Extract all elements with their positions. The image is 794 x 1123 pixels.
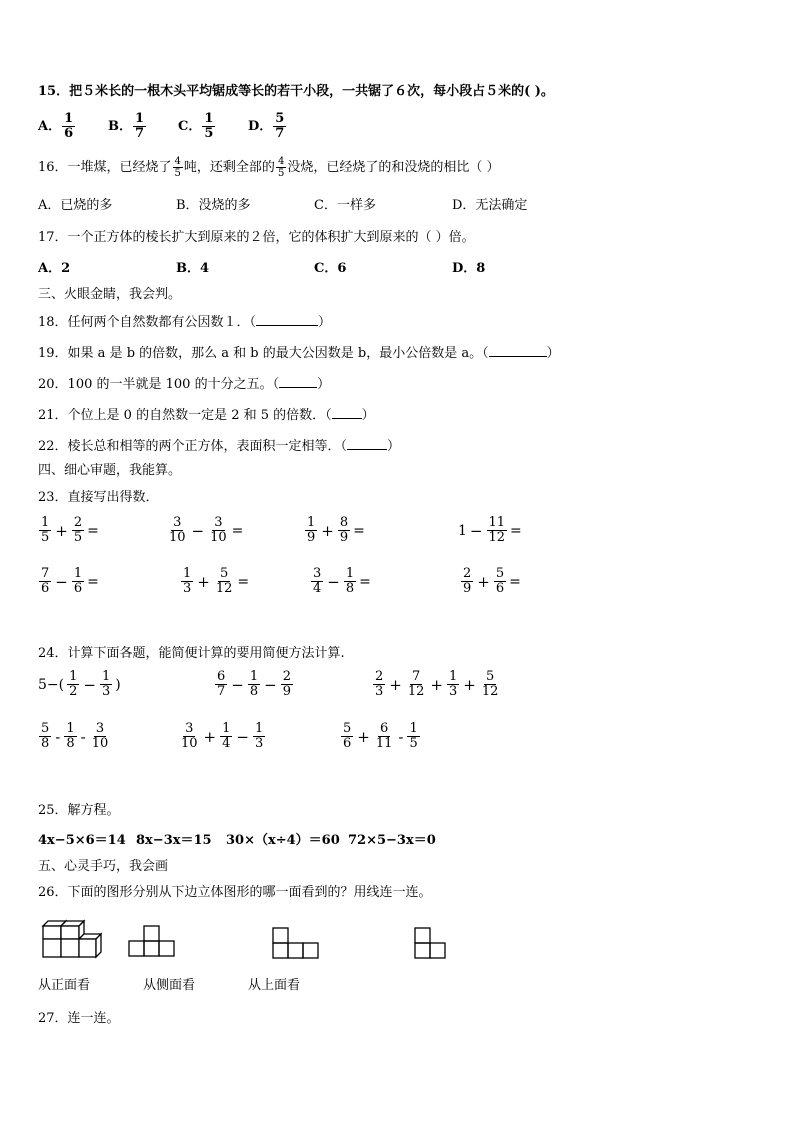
q25-title: 25．解方程。 (38, 803, 120, 818)
q19: 19．如果 a 是 b 的倍数，那么 a 和 b 的最大公因数是 b，最小公倍数是 a。（ ） (38, 346, 560, 361)
equation: 4x−5×6＝14 (38, 833, 126, 848)
solid-figure (38, 918, 102, 962)
fraction: $\frac{1}{4}$ (222, 721, 231, 751)
fraction: $\frac{2}{5}$ (73, 515, 83, 545)
fraction: $\frac{3}{4}$ (313, 566, 322, 596)
fraction: $\frac{4}{5}$ (174, 156, 181, 179)
answer-blank[interactable] (489, 344, 547, 357)
q24-expr-3: $\frac{2}{3}$ + $\frac{7}{12}$ + $\frac{1}{3}$ + $\frac{5}{12}$ (375, 669, 499, 699)
answer-blank[interactable] (279, 375, 317, 388)
q16-option-c[interactable]: C．一样多 (314, 198, 376, 213)
fraction: $\frac{2}{9}$ (463, 566, 472, 596)
equation: 30×（x÷4）＝60 (226, 833, 340, 848)
q24-expr-1: 5−( $\frac{1}{2}$ − $\frac{1}{3}$ ) (38, 669, 121, 699)
fraction: $\frac{3}{10}$ (210, 515, 227, 545)
q21: 21．个位上是 0 的自然数一定是 2 和 5 的倍数．（ ） (38, 408, 375, 423)
q17-option-c[interactable]: C．6 (314, 261, 347, 276)
q17-option-a[interactable]: A．2 (38, 261, 71, 276)
q20: 20．100 的一半就是 100 的十分之五。（ ） (38, 377, 331, 392)
fraction: $\frac{1}{3}$ (254, 721, 264, 751)
section-3-heading: 三、火眼金睛，我会判。 (38, 287, 182, 302)
fraction: $\frac{6}{7}$ (217, 669, 226, 699)
q16-stem: 16．一堆煤，已经烧了 $\frac{4}{5}$ 吨，还剩全部的 $\frac{4}{5}$ 没烧，已经烧了的和没烧的相比（ ） (38, 156, 500, 179)
label-front-view[interactable]: 从正面看 (38, 978, 91, 993)
q17-stem: 17．一个正方体的棱长扩大到原来的２倍，它的体积扩大到原来的（ ）倍。 (38, 230, 475, 245)
q23-expr: $\frac{7}{6}$ − $\frac{1}{6}$ = (41, 566, 99, 596)
q23-expr: $\frac{3}{4}$ − $\frac{1}{8}$ = (313, 566, 371, 596)
q27-title: 27．连一连。 (38, 1011, 120, 1026)
fraction: $\frac{3}{10}$ (169, 515, 186, 545)
fraction: $\frac{1}{5}$ (409, 721, 418, 751)
fraction: $\frac{5}{12}$ (481, 669, 499, 699)
fraction: $\frac{1}{7}$ (135, 111, 145, 141)
answer-blank[interactable] (347, 437, 387, 450)
fraction: $\frac{3}{10}$ (91, 721, 109, 751)
fraction: $\frac{11}{12}$ (488, 515, 506, 545)
fraction: $\frac{1}{8}$ (345, 566, 355, 596)
q16-option-d[interactable]: D．无法确定 (452, 198, 528, 213)
fraction: $\frac{1}{8}$ (66, 721, 75, 751)
equation: 72×5−3x＝0 (348, 833, 436, 848)
q17-option-d[interactable]: D．8 (452, 261, 486, 276)
fraction: $\frac{7}{12}$ (407, 669, 425, 699)
fraction: $\frac{1}{3}$ (183, 566, 192, 596)
q16-option-b[interactable]: B．没烧的多 (176, 198, 251, 213)
fraction: $\frac{5}{6}$ (495, 566, 505, 596)
q22: 22．棱长总和相等的两个正方体，表面积一定相等．（ ） (38, 439, 401, 454)
equation: 8x−3x＝15 (136, 833, 212, 848)
fraction: $\frac{5}{7}$ (275, 111, 285, 141)
q23-expr: $\frac{2}{9}$ + $\frac{5}{6}$ = (463, 566, 521, 596)
fraction: $\frac{1}{6}$ (64, 111, 74, 141)
q23-expr: $\frac{1}{5}$ + $\frac{2}{5}$ = (41, 515, 99, 545)
q24-expr-5: $\frac{3}{10}$ + $\frac{1}{4}$ − $\frac{1}{3}$ (181, 721, 264, 751)
fraction: $\frac{1}{9}$ (307, 515, 316, 545)
label-side-view[interactable]: 从侧面看 (143, 978, 196, 993)
fraction: $\frac{1}{5}$ (41, 515, 50, 545)
q23-expr: $\frac{3}{10}$ − $\frac{3}{10}$ = (169, 515, 244, 545)
fraction: $\frac{7}{6}$ (41, 566, 50, 596)
q18: 18．任何两个自然数都有公因数１．（ ） (38, 315, 332, 330)
q23-expr: $\frac{1}{9}$ + $\frac{8}{9}$ = (307, 515, 365, 545)
q24-expr-6: $\frac{5}{6}$ + $\frac{6}{11}$ - $\frac{1}{5}$ (343, 721, 418, 751)
front-view-figure[interactable] (272, 926, 320, 962)
fraction: $\frac{2}{3}$ (375, 669, 384, 699)
fraction: $\frac{1}{3}$ (448, 669, 458, 699)
q15-option-a[interactable]: A． $\frac{1}{6}$ (38, 111, 74, 141)
q26-title: 26．下面的图形分别从下边立体图形的哪一面看到的？用线连一连。 (38, 885, 432, 900)
q15-option-d[interactable]: D． $\frac{5}{7}$ (248, 111, 285, 141)
fraction: $\frac{1}{3}$ (101, 669, 111, 699)
q15-options (38, 112, 318, 141)
q15-stem: 15．把５米长的一根木头平均锯成等长的若干小段，一共锯了６次，每小段占５米的( )。 (38, 84, 554, 99)
fraction: $\frac{3}{10}$ (181, 721, 198, 751)
fraction: $\frac{5}{6}$ (343, 721, 352, 751)
q15-option-b[interactable]: B． $\frac{1}{7}$ (108, 111, 145, 141)
section-5-heading: 五、心灵手巧，我会画 (38, 859, 169, 874)
fraction: $\frac{4}{5}$ (277, 156, 285, 179)
answer-blank[interactable] (256, 313, 318, 326)
q23-expr: 1 − $\frac{11}{12}$ = (458, 515, 522, 545)
label-top-view[interactable]: 从上面看 (248, 978, 301, 993)
top-view-figure[interactable] (412, 926, 448, 962)
fraction: $\frac{2}{9}$ (282, 669, 291, 699)
side-view-figure[interactable] (128, 924, 176, 960)
fraction: $\frac{1}{6}$ (73, 566, 83, 596)
q16-option-a[interactable]: A．已烧的多 (38, 198, 113, 213)
section-4-heading: 四、细心审题，我能算。 (38, 463, 182, 478)
q23-title: 23．直接写出得数． (38, 490, 159, 505)
q24-expr-2: $\frac{6}{7}$ − $\frac{1}{8}$ − $\frac{2}{9}$ (217, 669, 291, 699)
q24-expr-4: $\frac{5}{8}$ - $\frac{1}{8}$ - $\frac{3}{10}$ (41, 721, 109, 751)
q23-expr: $\frac{1}{3}$ + $\frac{5}{12}$ = (183, 566, 250, 596)
q15-option-c[interactable]: C． $\frac{1}{5}$ (178, 111, 214, 141)
q17-option-b[interactable]: B．4 (176, 261, 210, 276)
fraction: $\frac{1}{5}$ (204, 111, 214, 141)
fraction: $\frac{5}{8}$ (41, 721, 50, 751)
q24-title: 24．计算下面各题，能简便计算的要用简便方法计算. (38, 646, 345, 661)
fraction: $\frac{6}{11}$ (375, 721, 393, 751)
answer-blank[interactable] (332, 406, 362, 419)
fraction: $\frac{1}{2}$ (69, 669, 78, 699)
fraction: $\frac{5}{12}$ (215, 566, 233, 596)
fraction: $\frac{8}{9}$ (339, 515, 349, 545)
fraction: $\frac{1}{8}$ (249, 669, 259, 699)
